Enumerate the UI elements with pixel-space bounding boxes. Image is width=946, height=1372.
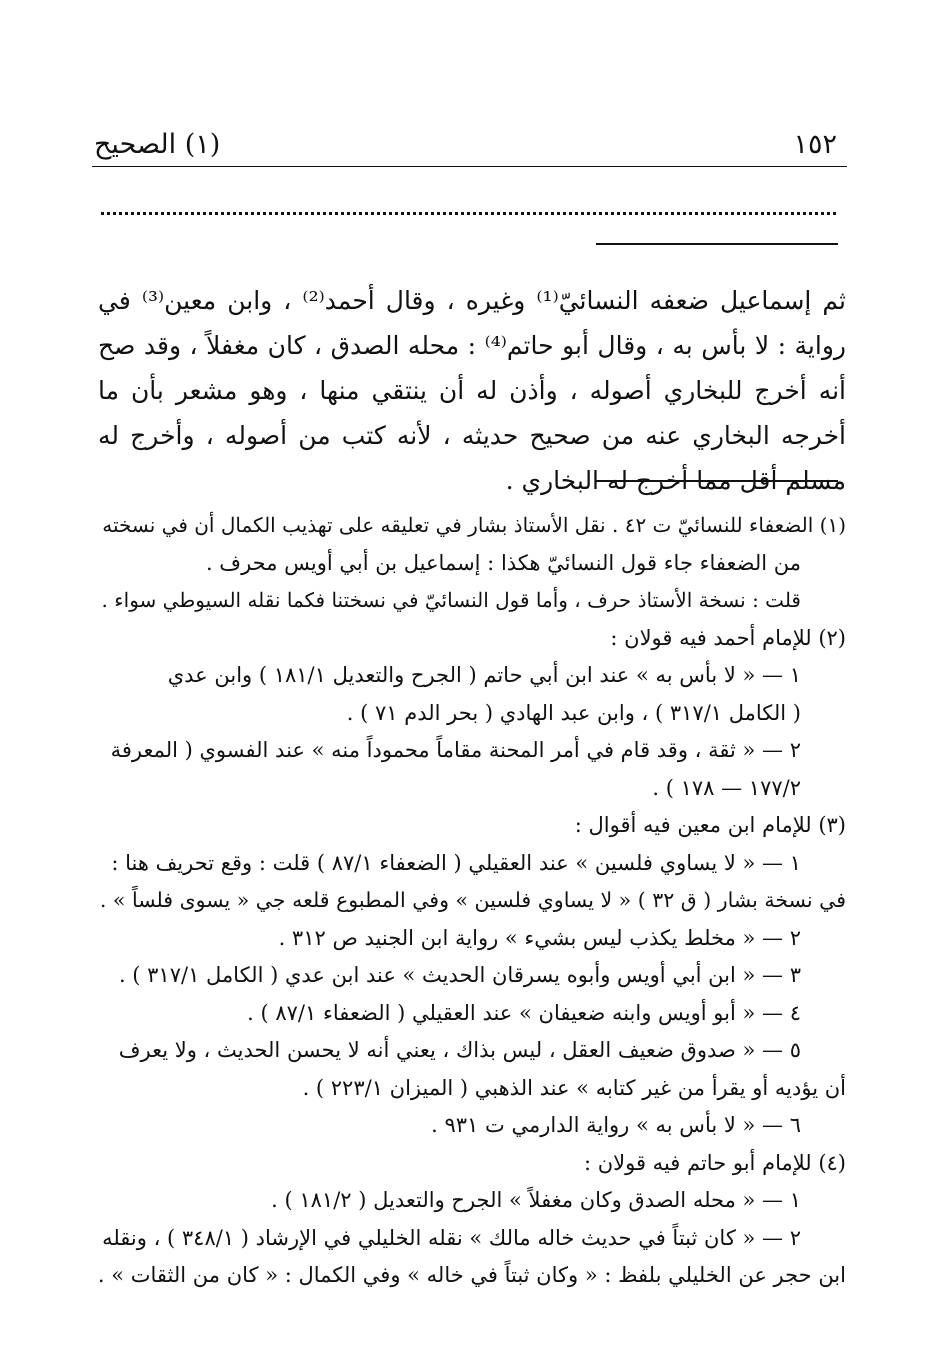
main-text xyxy=(98,278,846,503)
footnote-2-item-2: ٢ — « ثقة ، وقد قام في أمر المحنة مقاماً محموداً منه » عند الفسوي ( المعرفة xyxy=(110,738,801,762)
footnote-3-item-3: ٣ — « ابن أبي أويس وأبوه يسرقان الحديث » عند ابن عدي ( الكامل ٣١٧/١ ) . xyxy=(118,963,801,987)
main-paragraph: ثم إسماعيل ضعفه النسائيّ⁽¹⁾ وغيره ، وقال أحمد⁽²⁾ ، وابن معين⁽³⁾ في رواية : لا بأس به ، وقال أبو حاتم⁽⁴⁾ : محله الصدق ، كان مغفلاً ، وقد صح أنه أخرج للبخاري أصوله ، وأذن له أن ينتقي منها ، وهو مشعر بأن ما أخرجه البخاري عنه من صحيح حديثه ، لأنه كتب من أصوله ، وأخرج له مسلم أقل مما أخرج له البخاري . xyxy=(98,286,846,495)
footnote-2-item-2-cont: ١٧٧/٢ — ١٧٨ ) . xyxy=(652,775,801,800)
footnote-3-item-1: ١ — « لا يساوي فلسين » عند العقيلي ( الضعفاء ٨٧/١ ) قلت : وقع تحريف هنا : xyxy=(111,850,801,875)
footnote-1-line-1: (١) الضعفاء للنسائيّ ت ٤٢ . نقل الأستاذ بشار في تعليقه على تهذيب الكمال أن في نسخته xyxy=(102,513,846,537)
footnote-3-item-5: ٥ — « صدوق ضعيف العقل ، ليس بذاك ، يعني أنه لا يحسن الحديث ، ولا يعرف xyxy=(118,1038,801,1062)
footnote-separator xyxy=(596,480,838,482)
footnotes xyxy=(98,507,846,1295)
footnote-4-item-2-cont: ابن حجر عن الخليلي بلفظ : « وكان ثبتاً في خاله » وفي الكمال : « كان من الثقات » . xyxy=(98,1263,846,1287)
footnote-3-heading: (٣) للإمام ابن معين فيه أقوال : xyxy=(574,813,846,837)
footnote-3-item-4: ٤ — « أبو أويس وابنه ضعيفان » عند العقيلي ( الضعفاء ٨٧/١ ) . xyxy=(247,1000,801,1025)
page-header xyxy=(92,128,847,168)
page-number: ١٥٢ xyxy=(793,129,837,160)
footnote-2-heading: (٢) للإمام أحمد فيه قولان : xyxy=(610,625,846,650)
footnote-3-item-5-cont: أن يؤديه أو يقرأ من غير كتابه » عند الذهبي ( الميزان ٢٢٣/١ ) . xyxy=(302,1075,846,1100)
footnote-3-item-2: ٢ — « مخلط يكذب ليس بشيء » رواية ابن الجنيد ص ٣١٢ . xyxy=(278,925,801,950)
dotted-ellipsis xyxy=(101,200,836,215)
footnote-4-heading: (٤) للإمام أبو حاتم فيه قولان : xyxy=(583,1150,846,1175)
ellipsis-rule xyxy=(596,243,838,245)
header-rule xyxy=(92,166,847,167)
footnote-4-item-2: ٢ — « كان ثبتاً في حديث خاله مالك » نقله الخليلي في الإرشاد ( ٣٤٨/١ ) ، ونقله xyxy=(102,1225,801,1250)
footnote-3-item-6: ٦ — « لا بأس به » رواية الدارمي ت ٩٣١ . xyxy=(431,1113,801,1137)
footnote-1-line-3: قلت : نسخة الأستاذ حرف ، وأما قول النسائيّ في نسختنا فكما نقله السيوطي سواء . xyxy=(101,588,801,612)
footnote-1-line-2: من الضعفاء جاء قول النسائيّ هكذا : إسماعيل بن أبي أويس محرف . xyxy=(205,550,801,575)
footnote-2-item-1-cont: ( الكامل ٣١٧/١ ) ، وابن عبد الهادي ( بحر الدم ٧١ ) . xyxy=(346,700,801,725)
running-title: (١) الصحيح xyxy=(94,129,221,160)
footnote-3-item-1-cont: في نسخة بشار ( ق ٣٢ ) « لا يساوي فلسين » وفي المطبوع قلعه جي « يسوى فلساً » . xyxy=(99,888,846,912)
footnote-2-item-1: ١ — « لا بأس به » عند ابن أبي حاتم ( الجرح والتعديل ١٨١/١ ) وابن عدي xyxy=(167,663,801,687)
footnote-4-item-1: ١ — « محله الصدق وكان مغفلاً » الجرح والتعديل ( ١٨١/٢ ) . xyxy=(271,1188,801,1212)
